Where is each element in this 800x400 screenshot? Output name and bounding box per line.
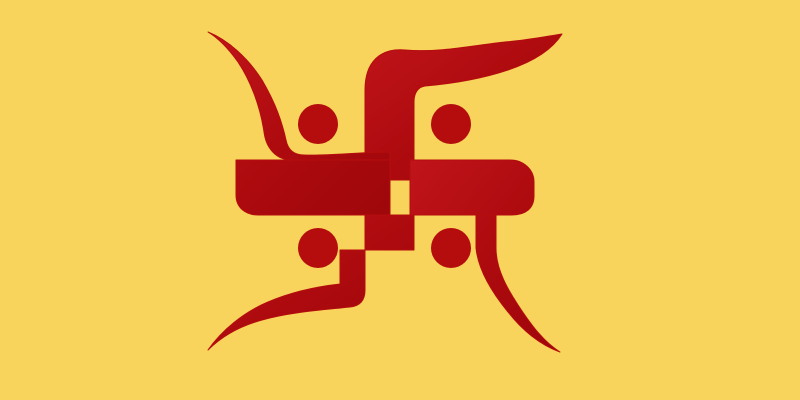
dot-top-right bbox=[431, 104, 471, 144]
dot-bottom-left bbox=[298, 228, 338, 268]
dot-bottom-right bbox=[431, 228, 471, 268]
dot-top-left bbox=[298, 104, 338, 144]
